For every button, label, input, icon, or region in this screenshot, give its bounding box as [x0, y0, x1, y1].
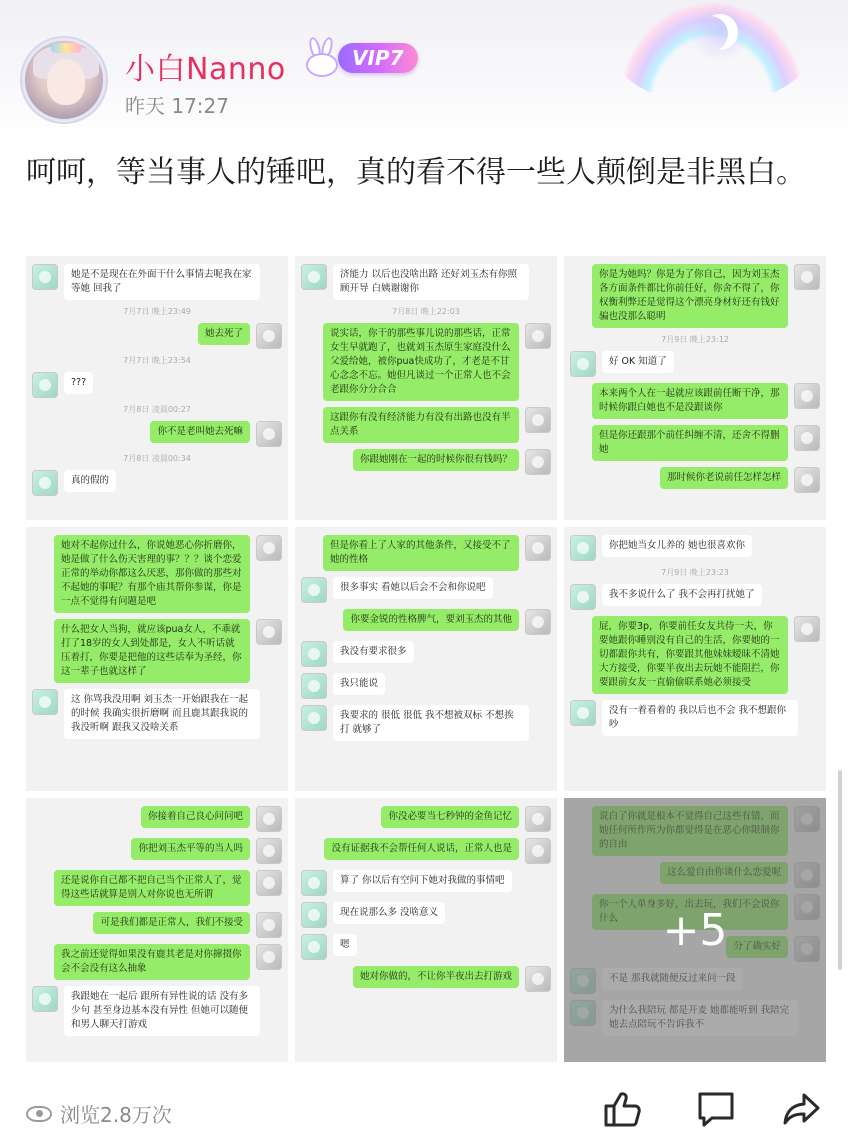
- chat-message-row: [570, 467, 820, 493]
- chat-message-row: [570, 425, 820, 461]
- chat-screenshot[interactable]: [295, 256, 557, 520]
- chat-message-row: [570, 700, 820, 736]
- post-text: 呵呵，等当事人的锤吧，真的看不得一些人颠倒是非黑白。: [26, 155, 806, 190]
- chat-avatar-icon: [256, 619, 282, 645]
- chat-bubble: 什么把女人当狗，就应该pua女人，不乖就打了18岁的女人到处都是，女人不听话就压着打，你要是把他的这些话奉为圣经，你这一辈子也就这样了: [54, 619, 250, 683]
- chat-message-row: [32, 372, 282, 398]
- post-header: [0, 0, 848, 140]
- chat-bubble: 真的假的: [64, 470, 116, 492]
- chat-avatar-icon: [570, 584, 596, 610]
- chat-avatar-icon: [301, 641, 327, 667]
- chat-message-row: [32, 806, 282, 832]
- chat-timestamp: 7月7日 晚上23:49: [123, 307, 191, 316]
- view-count: [26, 1099, 172, 1128]
- chat-message-row: [301, 870, 551, 896]
- chat-message-row: [570, 351, 820, 377]
- image-grid: [26, 256, 826, 1062]
- chat-avatar-icon: [570, 535, 596, 561]
- chat-avatar-icon: [256, 870, 282, 896]
- chat-message-row: [32, 986, 282, 1036]
- chat-avatar-icon: [794, 425, 820, 451]
- chat-bubble: 还是说你自己都不把自己当个正常人了，觉得这些话就算是别人对你说也无所谓: [54, 870, 250, 906]
- chat-screenshot[interactable]: [564, 256, 826, 520]
- chat-timestamp: 7月8日 凌晨00:34: [123, 454, 191, 463]
- chat-bubble: 嗯: [333, 934, 357, 956]
- chat-screenshot[interactable]: [295, 527, 557, 791]
- chat-bubble: 我要求的 很低 很低 我不想被双标 不想挨打 就够了: [333, 705, 529, 741]
- chat-avatar-icon: [256, 944, 282, 970]
- chat-avatar-icon: [794, 467, 820, 493]
- chat-message-row: [301, 449, 551, 475]
- vip-badge[interactable]: [300, 38, 418, 78]
- chat-bubble: 你不是老叫她去死嘛: [150, 421, 250, 443]
- chat-bubble: 但是你还跟那个前任纠缠不清，还舍不得删她: [592, 425, 788, 461]
- chat-avatar-icon: [256, 421, 282, 447]
- chat-avatar-icon: [525, 535, 551, 561]
- chat-avatar-icon: [32, 986, 58, 1012]
- bunny-icon: [300, 37, 344, 79]
- chat-bubble: 屁，你要3p，你要前任女友共侍一夫，你要她跟你睡别没有自己的生活，你要她的一切都跟你共有，你要跟其他妹妹暧昧不清她大方接受，你要半夜出去玩她不能阻拦，你要跟前女友一直偷偷联系她必须接受: [592, 616, 788, 694]
- chat-message-row: [301, 705, 551, 741]
- chat-screenshot[interactable]: [26, 256, 288, 520]
- chat-bubble: 没有一着看着的 我以后也不会 我不想跟你吵: [602, 700, 798, 736]
- chat-message-row: [570, 264, 820, 328]
- chat-message-row: [301, 806, 551, 832]
- chat-bubble: 那时候你老说前任怎样怎样: [660, 467, 788, 489]
- chat-message-row: [32, 912, 282, 938]
- chat-avatar-icon: [32, 470, 58, 496]
- chat-avatar-icon: [525, 609, 551, 635]
- chat-avatar-icon: [301, 673, 327, 699]
- username[interactable]: 小白Nanno: [125, 52, 286, 87]
- chat-bubble: 说实话，你干的那些事儿说的那些话，正常女生早就跑了，也就刘玉杰原生家庭没什么父爱给她，被你pua快成功了，才老是不甘心念念不忘。她但凡谈过一个正常人也不会老跟你分分合合: [323, 323, 519, 401]
- chat-avatar-icon: [32, 689, 58, 715]
- chat-bubble: ???: [64, 372, 93, 394]
- scrollbar[interactable]: [838, 770, 842, 970]
- chat-message-row: [301, 934, 551, 960]
- chat-message-row: [32, 619, 282, 683]
- chat-screenshot[interactable]: [26, 527, 288, 791]
- view-count-label: 浏览2.8万次: [60, 1103, 172, 1127]
- chat-avatar-icon: [256, 912, 282, 938]
- chat-bubble: 她对不起你过什么，你说她恶心你折磨你，她是做了什么伤天害理的事？？？谈个恋爱正常的举动你都这么厌恶，那你做的那些对不起她的事呢？有那个庙其帮你参谋，你是一点不觉得有问题是吧: [54, 535, 250, 613]
- chat-message-row: [32, 323, 282, 349]
- chat-avatar-icon: [525, 323, 551, 349]
- chat-message-row: [301, 577, 551, 603]
- chat-bubble: 我只能说: [333, 673, 385, 695]
- chat-timestamp: 7月9日 晚上23:12: [661, 335, 729, 344]
- chat-bubble: 但是你看上了人家的其他条件，又接受不了她的性格: [323, 535, 519, 571]
- chat-avatar-icon: [301, 264, 327, 290]
- chat-bubble: 你把她当女儿养的 她也很喜欢你: [602, 535, 752, 557]
- chat-timestamp: 7月9日 晚上23:23: [661, 568, 729, 577]
- chat-message-row: [32, 838, 282, 864]
- chat-message-row: [301, 673, 551, 699]
- chat-bubble: 这跟你有没有经济能力有没有出路也没有半点关系: [323, 407, 519, 443]
- chat-message-row: [570, 616, 820, 694]
- chat-message-row: [301, 264, 551, 300]
- chat-message-row: [301, 323, 551, 401]
- chat-avatar-icon: [794, 264, 820, 290]
- chat-message-row: [32, 470, 282, 496]
- chat-message-row: [570, 535, 820, 561]
- chat-message-row: [301, 966, 551, 992]
- chat-bubble: 这 你骂我没用啊 刘玉杰一开始跟我在一起的时候 我确实很折磨啊 而且鹿其跟我说的我没听啊 跟我又没啥关系: [64, 689, 260, 739]
- chat-avatar-icon: [301, 934, 327, 960]
- chat-bubble: 济能力 以后也没啥出路 还好刘玉杰有你照顾开导 白姨谢谢你: [333, 264, 529, 300]
- chat-bubble: 我之前还觉得如果没有鹿其老是对你撺掇你会不会没有这么抽象: [54, 944, 250, 980]
- chat-avatar-icon: [525, 838, 551, 864]
- chat-screenshot[interactable]: [564, 798, 826, 1062]
- chat-avatar-icon: [256, 535, 282, 561]
- chat-message-row: [301, 902, 551, 928]
- chat-bubble: 算了 你以后有空问下她对我做的事情吧: [333, 870, 512, 892]
- chat-bubble: 你把刘玉杰平等的当人吗: [131, 838, 250, 860]
- vip-level-label: VIP7: [338, 43, 418, 73]
- chat-bubble: 她是不是现在在外面干什么事情去呢我在家等她 回我了: [64, 264, 260, 300]
- chat-bubble: 现在说那么多 没啥意义: [333, 902, 445, 924]
- chat-avatar-icon: [256, 806, 282, 832]
- chat-message-row: [570, 383, 820, 419]
- avatar-face: [47, 59, 85, 105]
- chat-bubble: 可是我们都是正常人，我们不接受: [93, 912, 250, 934]
- chat-bubble: 很多事实 看她以后会不会和你说吧: [333, 577, 493, 599]
- avatar-frame-decoration: [51, 43, 81, 53]
- chat-bubble: 本来两个人在一起就应该跟前任断干净，那时候你跟白她也不是没跟谈你: [592, 383, 788, 419]
- chat-avatar-icon: [794, 616, 820, 642]
- chat-bubble: 她对你做的，不让你半夜出去打游戏: [353, 966, 519, 988]
- chat-message-row: [32, 264, 282, 300]
- chat-timestamp: 7月8日 晚上22:03: [392, 307, 460, 316]
- chat-bubble: 你要金锐的性格脾气，要刘玉杰的其他: [343, 609, 519, 631]
- chat-message-row: [32, 944, 282, 980]
- chat-avatar-icon: [794, 383, 820, 409]
- moon-icon: [702, 14, 738, 50]
- chat-avatar-icon: [301, 902, 327, 928]
- chat-message-row: [301, 535, 551, 571]
- share-icon[interactable]: [782, 1089, 822, 1129]
- chat-bubble: 我跟她在一起后 跟所有异性说的话 没有多少句 甚至身边基本没有异性 但她可以随便和男人聊天打游戏: [64, 986, 260, 1036]
- chat-avatar-icon: [525, 407, 551, 433]
- chat-avatar-icon: [256, 323, 282, 349]
- chat-message-row: [32, 870, 282, 906]
- chat-message-row: [570, 584, 820, 610]
- chat-bubble: 你没必要当七秒钟的金鱼记忆: [381, 806, 519, 828]
- eye-icon: [26, 1106, 52, 1122]
- more-images-overlay[interactable]: +5: [564, 798, 826, 1062]
- chat-bubble: 我不多说什么了 我不会再打扰她了: [602, 584, 762, 606]
- chat-bubble: 你是为她吗？你是为了你自己，因为刘玉杰各方面条件都比你前任好，你舍不得了，你权衡利弊还是觉得这个漂亮身材好还有钱好骗也没那么聪明: [592, 264, 788, 328]
- chat-message-row: [301, 407, 551, 443]
- chat-bubble: 你跟她刚在一起的时候你很有钱吗？: [353, 449, 519, 471]
- chat-screenshot[interactable]: [564, 527, 826, 791]
- chat-avatar-icon: [256, 838, 282, 864]
- chat-bubble: 她去死了: [198, 323, 250, 345]
- chat-avatar-icon: [525, 806, 551, 832]
- chat-bubble: 没有证据我不会帮任何人说话，正常人也是: [324, 838, 519, 860]
- chat-bubble: 好 OK 知道了: [602, 351, 674, 373]
- avatar[interactable]: [22, 38, 106, 122]
- chat-message-row: [301, 609, 551, 635]
- chat-message-row: [32, 535, 282, 613]
- chat-screenshot[interactable]: [26, 798, 288, 1062]
- chat-message-row: [301, 641, 551, 667]
- chat-timestamp: 7月7日 晚上23:54: [123, 356, 191, 365]
- chat-avatar-icon: [32, 372, 58, 398]
- chat-avatar-icon: [301, 705, 327, 731]
- chat-screenshot[interactable]: [295, 798, 557, 1062]
- chat-message-row: [32, 689, 282, 739]
- chat-avatar-icon: [301, 577, 327, 603]
- chat-avatar-icon: [32, 264, 58, 290]
- chat-bubble: 你接着自己良心问问吧: [141, 806, 250, 828]
- chat-avatar-icon: [525, 449, 551, 475]
- chat-message-row: [32, 421, 282, 447]
- chat-avatar-icon: [570, 351, 596, 377]
- chat-avatar-icon: [570, 700, 596, 726]
- chat-timestamp: 7月8日 凌晨00:27: [123, 405, 191, 414]
- post-footer: [0, 1085, 848, 1130]
- chat-bubble: 我没有要求很多: [333, 641, 414, 663]
- thumbs-up-icon[interactable]: [602, 1089, 642, 1129]
- chat-message-row: [301, 838, 551, 864]
- post-timestamp: 昨天 17:27: [125, 94, 229, 118]
- chat-avatar-icon: [301, 870, 327, 896]
- comment-icon[interactable]: [696, 1089, 736, 1129]
- chat-avatar-icon: [525, 966, 551, 992]
